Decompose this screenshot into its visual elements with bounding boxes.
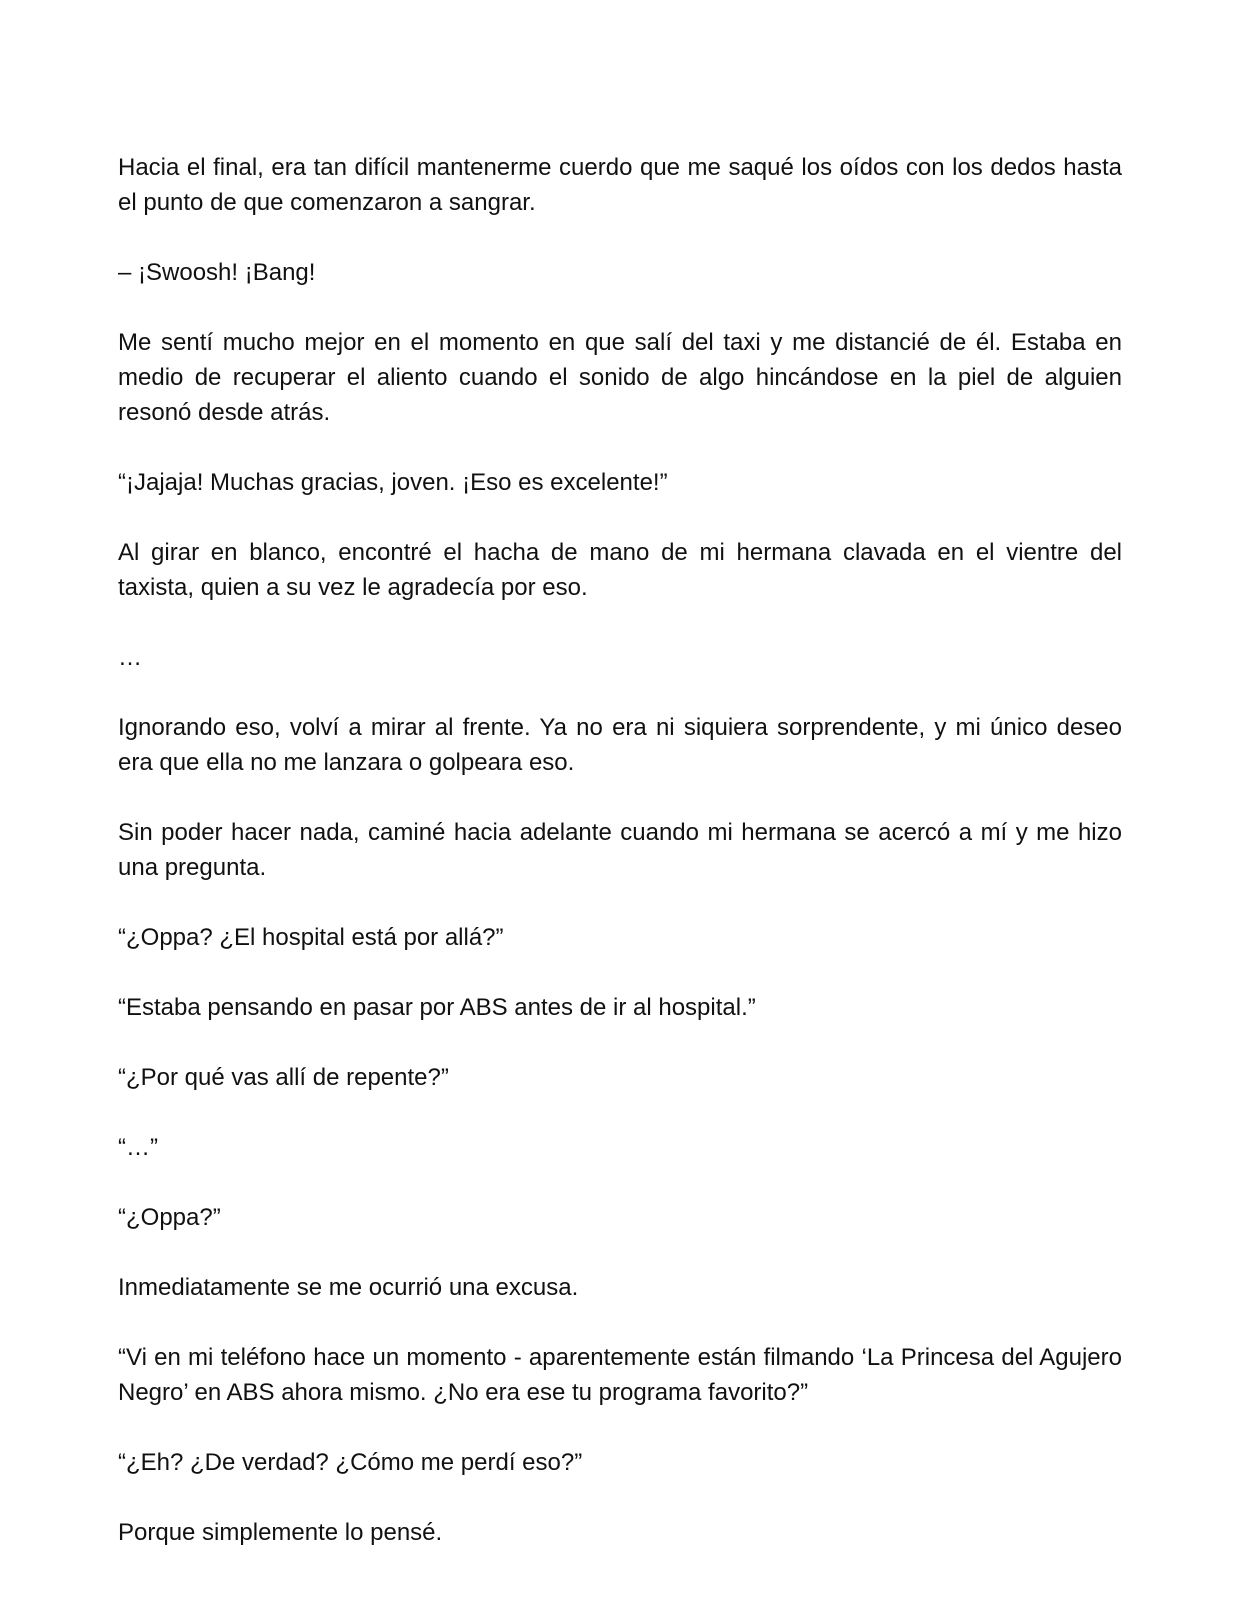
paragraph: “¿Por qué vas allí de repente?” <box>118 1064 449 1091</box>
paragraph: “¿Eh? ¿De verdad? ¿Cómo me perdí eso?” <box>118 1449 583 1476</box>
document-body <box>118 150 1122 1585</box>
paragraph: “¡Jajaja! Muchas gracias, joven. ¡Eso es excelente!” <box>118 469 668 496</box>
paragraph: “¿Oppa?” <box>118 1204 221 1231</box>
paragraph: … <box>118 644 142 671</box>
paragraph: “…” <box>118 1134 158 1161</box>
paragraph: “Vi en mi teléfono hace un momento - aparentemente están filmando ‘La Princesa del Agujero Negro’ en ABS ahora mismo. ¿No era ese tu programa favorito?” <box>118 1344 1122 1406</box>
paragraph: Inmediatamente se me ocurrió una excusa. <box>118 1274 579 1301</box>
paragraph: Hacia el final, era tan difícil mantenerme cuerdo que me saqué los oídos con los dedos hasta el punto de que comenzaron a sangrar. <box>118 154 1122 216</box>
paragraph: Me sentí mucho mejor en el momento en que salí del taxi y me distancié de él. Estaba en medio de recuperar el aliento cuando el sonido de algo hincándose en la piel de alguien resonó desde atrás. <box>118 329 1122 426</box>
paragraph: Porque simplemente lo pensé. <box>118 1519 443 1546</box>
paragraph: – ¡Swoosh! ¡Bang! <box>118 259 316 286</box>
paragraph: “¿Oppa? ¿El hospital está por allá?” <box>118 924 504 951</box>
paragraph: Al girar en blanco, encontré el hacha de mano de mi hermana clavada en el vientre del taxista, quien a su vez le agradecía por eso. <box>118 539 1122 601</box>
paragraph: Ignorando eso, volví a mirar al frente. Ya no era ni siquiera sorprendente, y mi único deseo era que ella no me lanzara o golpeara eso. <box>118 714 1122 776</box>
paragraph: “Estaba pensando en pasar por ABS antes de ir al hospital.” <box>118 994 756 1021</box>
paragraph: Sin poder hacer nada, caminé hacia adelante cuando mi hermana se acercó a mí y me hizo una pregunta. <box>118 819 1122 881</box>
